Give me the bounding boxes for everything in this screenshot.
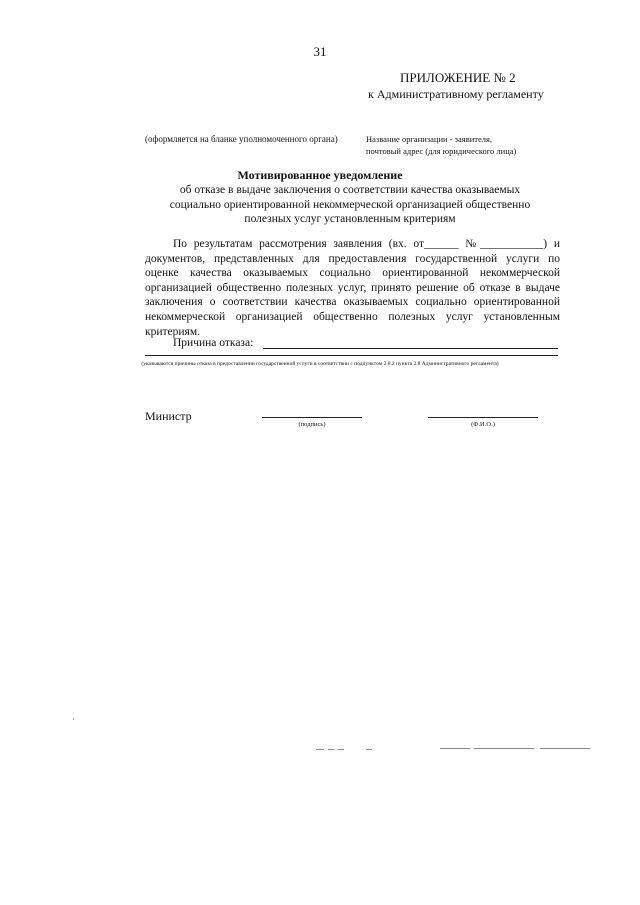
scan-artifact-dash-3 — [338, 749, 344, 750]
subtitle-line-3: полезных услуг установленным критериям — [244, 213, 456, 225]
refusal-reason-label: Причина отказа: — [173, 337, 254, 349]
signature-line — [262, 417, 362, 418]
appendix-title: ПРИЛОЖЕНИЕ № 2 — [400, 70, 516, 85]
scan-artifact-dash-1 — [316, 749, 324, 750]
signer-role: Министр — [145, 409, 192, 423]
name-caption: (Ф.И.О.) — [471, 421, 495, 428]
scan-artifact-dash-6 — [474, 748, 534, 749]
name-line — [428, 417, 538, 418]
appendix-subtitle: к Административному регламенту — [368, 87, 544, 101]
refusal-footnote: (указываются причины отказа в предоставлении государственной услуги в соответствии с подпунктом 2.8.2 пункта 2.8 Административного регламента) — [141, 361, 499, 367]
scan-artifact-dash-2 — [328, 749, 334, 750]
letterhead-note: (оформляется на бланке уполномоченного органа) — [145, 134, 338, 144]
page-number: 31 — [313, 44, 327, 59]
document-title: Мотивированное уведомление — [237, 168, 403, 182]
body-paragraph: По результатам рассмотрения заявления (вх. от______ №___________) и документов, представленных для предоставления государственной услуги по оценке качества оказываемых социально ориентированной некоммерческой организацией общественно полезных услуг, принято решение об отказе в выдаче заключения о соответствии качества оказываемых социально ориентированной некоммерческой организацией общественно полезных услуг установленным критериям. — [145, 238, 560, 338]
document-subtitle — [140, 183, 560, 227]
subtitle-line-1: об отказе в выдаче заключения о соответствии качества оказываемых — [179, 184, 521, 196]
scan-artifact-dash-5 — [440, 748, 470, 749]
recipient-note-line-1: Название организации - заявителя, — [366, 134, 493, 144]
subtitle-line-2: социально ориентированной некоммерческой организацией общественно — [169, 198, 531, 211]
scan-artifact-dash-4 — [366, 749, 372, 750]
signature-caption: (подпись) — [298, 421, 326, 428]
recipient-note — [366, 133, 516, 157]
refusal-reason-rule — [145, 355, 558, 356]
scan-artifact-dash-7 — [540, 748, 590, 749]
scan-speck — [73, 718, 74, 720]
refusal-reason-line — [263, 348, 558, 349]
recipient-note-line-2: почтовый адрес (для юридического лица) — [366, 146, 517, 156]
